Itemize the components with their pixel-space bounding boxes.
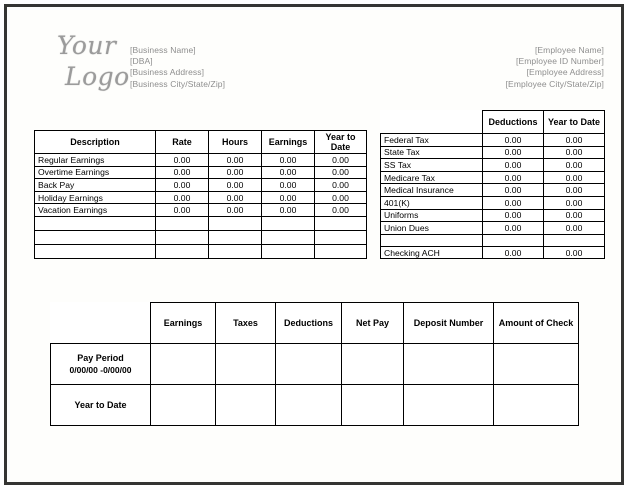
earnings-cell-ytd[interactable]: 0.00 xyxy=(315,204,367,217)
logo-line-logo: Logo xyxy=(65,62,130,91)
earnings-cell-ytd[interactable]: 0.00 xyxy=(315,179,367,192)
pay-period-dates: 0/00/00 -0/00/00 xyxy=(69,364,132,375)
earnings-col-description: Description xyxy=(35,131,156,154)
deductions-cell-amount[interactable]: 0.00 xyxy=(483,134,544,147)
earnings-cell-earnings[interactable]: 0.00 xyxy=(262,154,315,167)
summary-cell-net-pay[interactable] xyxy=(342,384,404,425)
earnings-row-label[interactable] xyxy=(35,230,156,244)
business-dba-placeholder: [DBA] xyxy=(130,56,153,67)
earnings-col-earnings: Earnings xyxy=(262,131,315,154)
deductions-cell-amount[interactable]: 0.00 xyxy=(483,184,544,197)
deductions-cell-ytd[interactable]: 0.00 xyxy=(544,171,605,184)
deductions-cell-ytd[interactable]: 0.00 xyxy=(544,222,605,235)
deductions-row-label: Uniforms xyxy=(381,209,483,222)
logo-line-your: Your xyxy=(57,31,117,60)
summary-cell-earnings[interactable] xyxy=(151,384,216,425)
deductions-cell-ytd[interactable]: 0.00 xyxy=(544,159,605,172)
earnings-cell-earnings[interactable]: 0.00 xyxy=(262,179,315,192)
deductions-corner-cell xyxy=(381,111,483,134)
deductions-row-label: 401(K) xyxy=(381,196,483,209)
earnings-cell-hours[interactable]: 0.00 xyxy=(209,204,262,217)
deductions-cell-ytd[interactable] xyxy=(544,234,605,246)
earnings-cell-rate[interactable]: 0.00 xyxy=(156,166,209,179)
employee-address-placeholder: [Employee Address] xyxy=(526,67,604,78)
table-row xyxy=(381,209,605,222)
earnings-cell-earnings[interactable] xyxy=(262,216,315,230)
table-row xyxy=(35,230,367,244)
summary-cell-deductions[interactable] xyxy=(276,343,342,384)
table-row xyxy=(35,244,367,258)
earnings-header-row xyxy=(35,131,367,154)
summary-cell-amount-of-check[interactable] xyxy=(494,343,579,384)
earnings-cell-earnings[interactable] xyxy=(262,230,315,244)
deductions-cell-ytd[interactable]: 0.00 xyxy=(544,146,605,159)
summary-row-label-pay-period xyxy=(51,343,151,384)
table-row xyxy=(381,222,605,235)
earnings-col-ytd: Year to Date xyxy=(315,131,367,154)
table-row xyxy=(35,166,367,179)
earnings-row-label[interactable] xyxy=(35,244,156,258)
deductions-cell-ytd[interactable]: 0.00 xyxy=(544,184,605,197)
deductions-cell-amount[interactable] xyxy=(483,234,544,246)
earnings-cell-rate[interactable]: 0.00 xyxy=(156,204,209,217)
summary-col-taxes: Taxes xyxy=(216,303,276,344)
earnings-row-label: Vacation Earnings xyxy=(35,204,156,217)
deductions-cell-amount[interactable]: 0.00 xyxy=(483,159,544,172)
earnings-row-label: Back Pay xyxy=(35,179,156,192)
summary-col-deposit-number: Deposit Number xyxy=(404,303,494,344)
earnings-cell-rate[interactable]: 0.00 xyxy=(156,154,209,167)
earnings-cell-hours[interactable]: 0.00 xyxy=(209,179,262,192)
table-row xyxy=(35,204,367,217)
business-name-placeholder: [Business Name] xyxy=(130,45,196,55)
summary-cell-taxes[interactable] xyxy=(216,343,276,384)
table-row xyxy=(381,196,605,209)
summary-cell-amount-of-check[interactable] xyxy=(494,384,579,425)
earnings-cell-rate[interactable] xyxy=(156,244,209,258)
earnings-cell-earnings[interactable] xyxy=(262,244,315,258)
earnings-cell-hours[interactable]: 0.00 xyxy=(209,154,262,167)
summary-cell-deductions[interactable] xyxy=(276,384,342,425)
table-row xyxy=(35,216,367,230)
earnings-cell-earnings[interactable]: 0.00 xyxy=(262,204,315,217)
deductions-cell-amount[interactable]: 0.00 xyxy=(483,146,544,159)
deductions-row-label: Medical Insurance xyxy=(381,184,483,197)
summary-col-earnings: Earnings xyxy=(151,303,216,344)
employee-citystatezip-placeholder: [Employee City/State/Zip] xyxy=(505,78,604,89)
pay-period-label: Pay Period xyxy=(77,352,124,363)
earnings-cell-rate[interactable]: 0.00 xyxy=(156,179,209,192)
earnings-cell-hours[interactable] xyxy=(209,216,262,230)
summary-col-deductions: Deductions xyxy=(276,303,342,344)
year-to-date-label: Year to Date xyxy=(74,399,127,410)
deductions-cell-amount[interactable]: 0.00 xyxy=(483,246,544,259)
earnings-table xyxy=(34,130,367,259)
table-row xyxy=(381,159,605,172)
table-row xyxy=(381,246,605,259)
employee-address-block xyxy=(506,45,604,90)
deductions-row-label: Union Dues xyxy=(381,222,483,235)
business-address-block xyxy=(130,45,225,90)
earnings-row-label: Regular Earnings xyxy=(35,154,156,167)
business-citystatezip-placeholder: [Business City/State/Zip] xyxy=(130,78,226,89)
summary-corner-cell xyxy=(51,303,151,344)
table-row xyxy=(35,191,367,204)
summary-col-net-pay: Net Pay xyxy=(342,303,404,344)
earnings-cell-hours[interactable]: 0.00 xyxy=(209,191,262,204)
summary-row-label-year-to-date xyxy=(51,384,151,425)
deductions-header-row xyxy=(381,111,605,134)
table-row xyxy=(381,184,605,197)
deductions-row-label: Medicare Tax xyxy=(381,171,483,184)
summary-cell-deposit-number[interactable] xyxy=(404,343,494,384)
deductions-cell-ytd[interactable]: 0.00 xyxy=(544,134,605,147)
earnings-cell-rate[interactable] xyxy=(156,230,209,244)
summary-header-row xyxy=(51,303,579,344)
deductions-row-label[interactable] xyxy=(381,234,483,246)
employee-name-placeholder: [Employee Name] xyxy=(534,45,604,55)
earnings-col-hours: Hours xyxy=(209,131,262,154)
earnings-row-label: Overtime Earnings xyxy=(35,166,156,179)
deductions-cell-ytd[interactable]: 0.00 xyxy=(544,209,605,222)
earnings-cell-hours[interactable] xyxy=(209,244,262,258)
earnings-cell-ytd[interactable]: 0.00 xyxy=(315,191,367,204)
summary-cell-earnings[interactable] xyxy=(151,343,216,384)
table-row xyxy=(381,134,605,147)
summary-cell-net-pay[interactable] xyxy=(342,343,404,384)
summary-cell-deposit-number[interactable] xyxy=(404,384,494,425)
deductions-row-label: Federal Tax xyxy=(381,134,483,147)
earnings-cell-hours[interactable] xyxy=(209,230,262,244)
deductions-cell-ytd[interactable]: 0.00 xyxy=(544,246,605,259)
table-row xyxy=(381,234,605,246)
earnings-cell-hours[interactable]: 0.00 xyxy=(209,166,262,179)
earnings-cell-earnings[interactable]: 0.00 xyxy=(262,166,315,179)
table-row xyxy=(381,146,605,159)
summary-table xyxy=(50,302,579,426)
earnings-row-label: Holiday Earnings xyxy=(35,191,156,204)
employee-id-placeholder: [Employee ID Number] xyxy=(516,56,604,67)
table-row xyxy=(51,343,579,384)
earnings-cell-ytd[interactable]: 0.00 xyxy=(315,154,367,167)
deductions-cell-amount[interactable]: 0.00 xyxy=(483,222,544,235)
table-row xyxy=(51,384,579,425)
deductions-row-label: SS Tax xyxy=(381,159,483,172)
earnings-cell-ytd[interactable] xyxy=(315,244,367,258)
deductions-cell-amount[interactable]: 0.00 xyxy=(483,209,544,222)
deductions-row-label: State Tax xyxy=(381,146,483,159)
earnings-cell-rate[interactable]: 0.00 xyxy=(156,191,209,204)
business-address-placeholder: [Business Address] xyxy=(130,67,205,78)
deductions-col-deductions: Deductions xyxy=(483,111,544,134)
deductions-table xyxy=(380,110,605,259)
table-row xyxy=(381,171,605,184)
deductions-col-ytd: Year to Date xyxy=(544,111,605,134)
earnings-cell-ytd[interactable] xyxy=(315,216,367,230)
summary-cell-taxes[interactable] xyxy=(216,384,276,425)
deductions-cell-amount[interactable]: 0.00 xyxy=(483,196,544,209)
summary-col-amount-of-check: Amount of Check xyxy=(494,303,579,344)
table-row xyxy=(35,179,367,192)
earnings-cell-rate[interactable] xyxy=(156,216,209,230)
deductions-cell-ytd[interactable]: 0.00 xyxy=(544,196,605,209)
deductions-row-label: Checking ACH xyxy=(381,246,483,259)
earnings-cell-earnings[interactable]: 0.00 xyxy=(262,191,315,204)
deductions-cell-amount[interactable]: 0.00 xyxy=(483,171,544,184)
earnings-col-rate: Rate xyxy=(156,131,209,154)
table-row xyxy=(35,154,367,167)
earnings-row-label[interactable] xyxy=(35,216,156,230)
earnings-cell-ytd[interactable] xyxy=(315,230,367,244)
earnings-cell-ytd[interactable]: 0.00 xyxy=(315,166,367,179)
